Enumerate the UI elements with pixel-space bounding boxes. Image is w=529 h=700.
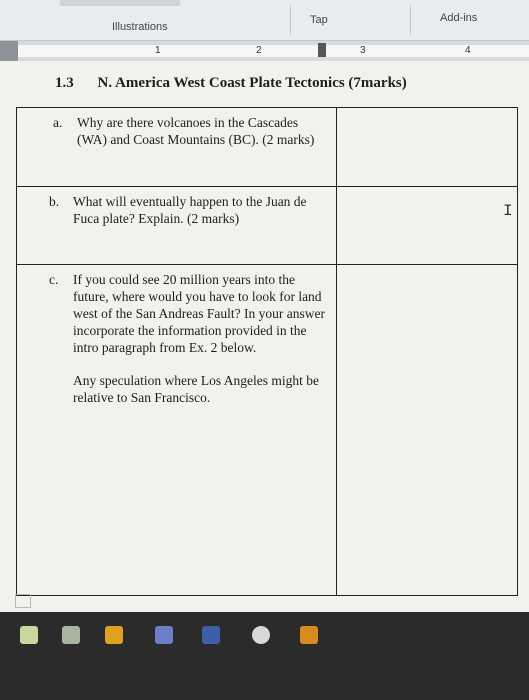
chrome-icon[interactable] [252, 626, 270, 644]
file-explorer-icon[interactable] [20, 626, 38, 644]
question-letter: c. [49, 272, 59, 287]
questions-table [16, 107, 518, 596]
photos-icon[interactable] [62, 626, 80, 644]
table-row [17, 108, 517, 186]
folder-icon[interactable] [300, 626, 318, 644]
ribbon-button-strip[interactable] [60, 0, 180, 6]
ribbon-divider [290, 5, 291, 35]
ruler-number: 1 [155, 45, 161, 56]
question-letter: a. [53, 115, 63, 130]
paste-options-icon[interactable] [15, 594, 31, 608]
text-cursor-icon: I [503, 202, 513, 220]
ruler-number: 2 [256, 45, 262, 56]
ruler-margin [0, 41, 18, 61]
horizontal-ruler[interactable] [0, 40, 529, 62]
answer-cell[interactable] [337, 187, 517, 264]
paint-icon[interactable] [105, 626, 123, 644]
question-text: Why are there volcanoes in the Cascades (WA) and Coast Mountains (BC). (2 marks) [77, 115, 315, 147]
teams-icon[interactable] [155, 626, 173, 644]
question-cell[interactable] [17, 187, 337, 264]
question-letter: b. [49, 194, 60, 209]
indent-marker[interactable] [318, 43, 326, 57]
section-number: 1.3 [55, 75, 74, 91]
ribbon [0, 0, 529, 40]
ruler-body [18, 45, 529, 57]
ribbon-divider [410, 5, 411, 35]
ruler-number: 4 [465, 45, 471, 56]
question-cell[interactable] [17, 265, 337, 595]
question-cell[interactable] [17, 108, 337, 186]
question-text: What will eventually happen to the Juan de Fuca plate? Explain. (2 marks) [73, 194, 307, 226]
answer-cell[interactable] [337, 265, 517, 595]
question-text: If you could see 20 million years into the future, where would you have to look for land west of the San Andreas Fault? In your answer incorporate the information provided in the intro paragraph from Ex. 2 below. [73, 272, 325, 355]
section-title: N. America West Coast Plate Tectonics (7marks) [97, 75, 407, 91]
answer-cell[interactable] [337, 108, 517, 186]
ribbon-group-illustrations[interactable]: Illustrations [112, 21, 168, 33]
word-icon[interactable] [202, 626, 220, 644]
document-page[interactable] [0, 61, 529, 612]
section-heading [55, 75, 407, 92]
question-extra-text: Any speculation where Los Angeles might be relative to San Francisco. [73, 373, 319, 405]
ribbon-group-add-ins[interactable]: Add-ins [440, 12, 478, 24]
table-row [17, 264, 517, 595]
ribbon-group-tap[interactable]: Tap [310, 14, 328, 26]
table-row [17, 186, 517, 264]
taskbar [0, 612, 529, 700]
ruler-number: 3 [360, 45, 366, 56]
